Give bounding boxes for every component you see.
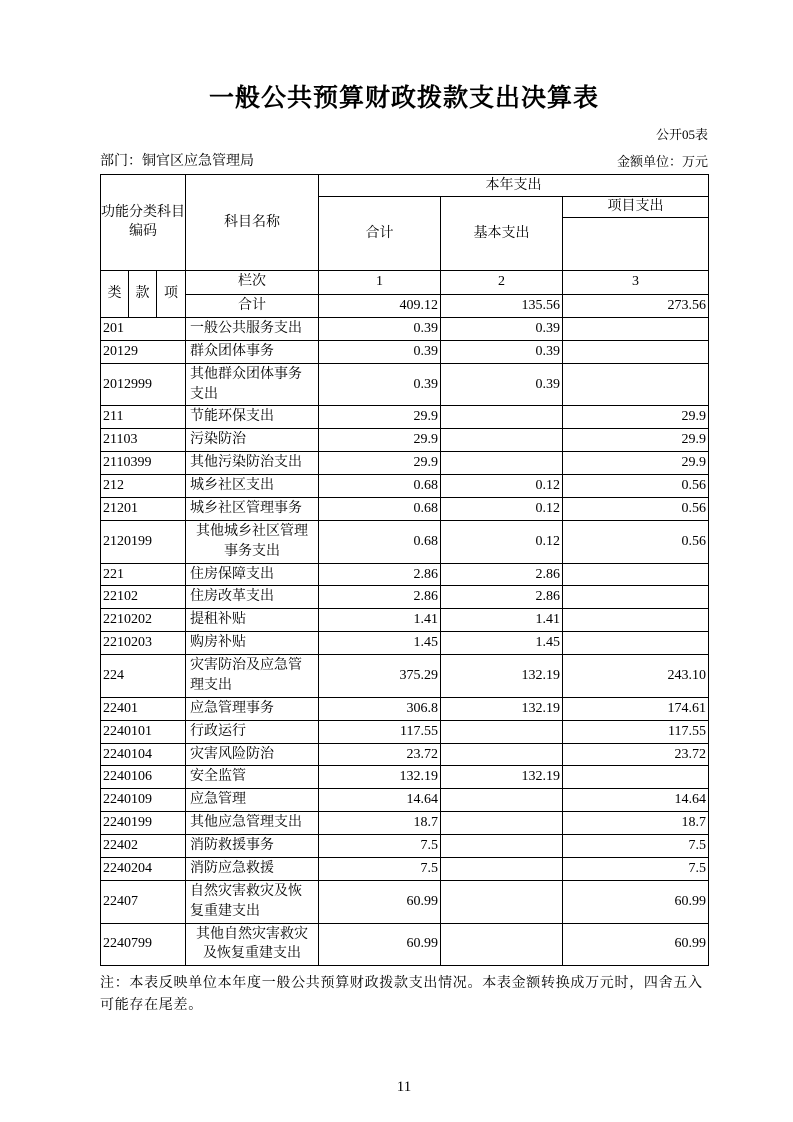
table-row <box>101 317 709 340</box>
row-basic: 0.12 <box>441 475 563 498</box>
row-project: 14.64 <box>563 789 709 812</box>
table-row <box>101 766 709 789</box>
row-project: 243.10 <box>563 655 709 698</box>
row-total: 0.39 <box>319 363 441 406</box>
header-total-col: 合计 <box>319 197 441 271</box>
row-code: 211 <box>101 406 186 429</box>
row-project: 60.99 <box>563 880 709 923</box>
row-total: 132.19 <box>319 766 441 789</box>
row-code: 22402 <box>101 835 186 858</box>
row-name: 其他自然灾害救灾及恢复重建支出 <box>186 923 319 966</box>
row-project: 60.99 <box>563 923 709 966</box>
row-basic: 1.41 <box>441 609 563 632</box>
header-year-expense-group: 本年支出 <box>319 175 709 197</box>
row-project <box>563 563 709 586</box>
row-total: 0.68 <box>319 475 441 498</box>
row-project: 7.5 <box>563 857 709 880</box>
table-row <box>101 340 709 363</box>
row-total: 2.86 <box>319 563 441 586</box>
row-basic <box>441 406 563 429</box>
row-total: 29.9 <box>319 452 441 475</box>
header-lanci-label: 栏次 <box>186 270 319 294</box>
row-total: 7.5 <box>319 857 441 880</box>
row-total: 14.64 <box>319 789 441 812</box>
row-total: 60.99 <box>319 880 441 923</box>
meta-row <box>100 150 708 170</box>
table-row <box>101 497 709 520</box>
row-basic: 132.19 <box>441 697 563 720</box>
row-name: 其他污染防治支出 <box>186 452 319 475</box>
row-basic <box>441 835 563 858</box>
row-name: 购房补贴 <box>186 632 319 655</box>
row-basic: 0.39 <box>441 340 563 363</box>
lanci-number-1: 1 <box>319 270 441 294</box>
row-total: 29.9 <box>319 429 441 452</box>
row-basic: 0.39 <box>441 317 563 340</box>
grand-basic-value: 135.56 <box>441 294 563 317</box>
page-number: 11 <box>396 1079 412 1096</box>
row-project <box>563 317 709 340</box>
row-basic <box>441 789 563 812</box>
table-row <box>101 406 709 429</box>
row-name: 一般公共服务支出 <box>186 317 319 340</box>
row-basic <box>441 923 563 966</box>
row-total: 1.45 <box>319 632 441 655</box>
table-row <box>101 520 709 563</box>
row-code: 2240106 <box>101 766 186 789</box>
table-row <box>101 586 709 609</box>
row-code: 20129 <box>101 340 186 363</box>
row-code: 21201 <box>101 497 186 520</box>
row-basic <box>441 812 563 835</box>
row-basic: 0.12 <box>441 497 563 520</box>
table-row <box>101 475 709 498</box>
row-name: 城乡社区支出 <box>186 475 319 498</box>
row-project <box>563 766 709 789</box>
row-code: 2012999 <box>101 363 186 406</box>
row-total: 0.68 <box>319 497 441 520</box>
row-name: 群众团体事务 <box>186 340 319 363</box>
row-total: 2.86 <box>319 586 441 609</box>
row-code: 201 <box>101 317 186 340</box>
row-total: 117.55 <box>319 720 441 743</box>
row-code: 2240799 <box>101 923 186 966</box>
row-project: 29.9 <box>563 452 709 475</box>
row-name: 安全监管 <box>186 766 319 789</box>
row-name: 灾害防治及应急管理支出 <box>186 655 319 698</box>
row-code: 2240109 <box>101 789 186 812</box>
row-basic: 0.39 <box>441 363 563 406</box>
row-total: 7.5 <box>319 835 441 858</box>
row-project <box>563 340 709 363</box>
header-class: 类 <box>101 270 129 317</box>
row-code: 212 <box>101 475 186 498</box>
row-code: 21103 <box>101 429 186 452</box>
row-name: 城乡社区管理事务 <box>186 497 319 520</box>
row-project: 0.56 <box>563 520 709 563</box>
row-total: 0.39 <box>319 317 441 340</box>
header-subject-name: 科目名称 <box>186 175 319 271</box>
row-name: 提租补贴 <box>186 609 319 632</box>
row-project: 18.7 <box>563 812 709 835</box>
row-project: 29.9 <box>563 406 709 429</box>
row-project: 117.55 <box>563 720 709 743</box>
row-name: 节能环保支出 <box>186 406 319 429</box>
row-name: 其他城乡社区管理事务支出 <box>186 520 319 563</box>
row-total: 0.39 <box>319 340 441 363</box>
row-basic: 1.45 <box>441 632 563 655</box>
row-code: 2240104 <box>101 743 186 766</box>
document-title: 一般公共预算财政拨款支出决算表 <box>208 84 599 112</box>
table-row <box>101 923 709 966</box>
table-row <box>101 563 709 586</box>
lanci-number-3: 3 <box>563 270 709 294</box>
row-basic <box>441 720 563 743</box>
table-row <box>101 363 709 406</box>
row-basic: 132.19 <box>441 655 563 698</box>
row-name: 其他群众团体事务支出 <box>186 363 319 406</box>
row-name: 应急管理 <box>186 789 319 812</box>
table-note: 注：本表反映单位本年度一般公共预算财政拨款支出情况。本表金额转换成万元时，四舍五入可能存在尾差。 <box>100 976 703 1014</box>
row-total: 1.41 <box>319 609 441 632</box>
row-project: 23.72 <box>563 743 709 766</box>
sheet-code-label: 公开05表 <box>655 127 708 142</box>
department-label: 部门：铜官区应急管理局 <box>100 154 254 169</box>
table-row <box>101 835 709 858</box>
row-total: 29.9 <box>319 406 441 429</box>
row-name: 应急管理事务 <box>186 697 319 720</box>
row-total: 18.7 <box>319 812 441 835</box>
grand-total-label: 合计 <box>186 294 319 317</box>
row-code: 2120199 <box>101 520 186 563</box>
row-basic: 0.12 <box>441 520 563 563</box>
row-total: 0.68 <box>319 520 441 563</box>
row-name: 消防救援事务 <box>186 835 319 858</box>
row-basic <box>441 857 563 880</box>
row-project <box>563 586 709 609</box>
table-row <box>101 812 709 835</box>
row-basic <box>441 880 563 923</box>
table-row <box>101 632 709 655</box>
row-name: 其他应急管理支出 <box>186 812 319 835</box>
table-row <box>101 609 709 632</box>
table-row <box>101 655 709 698</box>
row-name: 住房改革支出 <box>186 586 319 609</box>
table-row <box>101 697 709 720</box>
row-name: 污染防治 <box>186 429 319 452</box>
table-row <box>101 452 709 475</box>
table-row <box>101 743 709 766</box>
row-code: 221 <box>101 563 186 586</box>
row-basic: 132.19 <box>441 766 563 789</box>
row-code: 22407 <box>101 880 186 923</box>
row-project: 174.61 <box>563 697 709 720</box>
row-code: 2210202 <box>101 609 186 632</box>
row-code: 2210203 <box>101 632 186 655</box>
header-section: 款 <box>129 270 157 317</box>
grand-total-value: 409.12 <box>319 294 441 317</box>
lanci-number-2: 2 <box>441 270 563 294</box>
row-name: 自然灾害救灾及恢复重建支出 <box>186 880 319 923</box>
row-name: 行政运行 <box>186 720 319 743</box>
header-project-sub-cell <box>563 217 709 270</box>
row-code: 2110399 <box>101 452 186 475</box>
row-project: 29.9 <box>563 429 709 452</box>
row-code: 22401 <box>101 697 186 720</box>
row-project: 0.56 <box>563 475 709 498</box>
table-row <box>101 429 709 452</box>
grand-project-value: 273.56 <box>563 294 709 317</box>
row-project <box>563 609 709 632</box>
row-total: 60.99 <box>319 923 441 966</box>
row-code: 22102 <box>101 586 186 609</box>
row-project: 7.5 <box>563 835 709 858</box>
row-project <box>563 632 709 655</box>
row-code: 224 <box>101 655 186 698</box>
row-basic <box>441 429 563 452</box>
row-name: 消防应急救援 <box>186 857 319 880</box>
row-name: 住房保障支出 <box>186 563 319 586</box>
row-project: 0.56 <box>563 497 709 520</box>
row-total: 375.29 <box>319 655 441 698</box>
row-code: 2240204 <box>101 857 186 880</box>
row-name: 灾害风险防治 <box>186 743 319 766</box>
expenditure-table <box>100 174 709 966</box>
row-code: 2240199 <box>101 812 186 835</box>
header-basic-col: 基本支出 <box>441 197 563 271</box>
row-code: 2240101 <box>101 720 186 743</box>
header-code-group: 功能分类科目编码 <box>101 175 186 271</box>
row-total: 306.8 <box>319 697 441 720</box>
table-row <box>101 789 709 812</box>
table-body <box>101 317 709 965</box>
header-project-col: 项目支出 <box>563 197 709 218</box>
header-item: 项 <box>157 270 186 317</box>
row-basic <box>441 452 563 475</box>
row-total: 23.72 <box>319 743 441 766</box>
row-basic: 2.86 <box>441 563 563 586</box>
unit-label: 金额单位：万元 <box>616 154 708 169</box>
table-row <box>101 857 709 880</box>
table-row <box>101 880 709 923</box>
table-row <box>101 720 709 743</box>
row-basic: 2.86 <box>441 586 563 609</box>
row-basic <box>441 743 563 766</box>
row-project <box>563 363 709 406</box>
